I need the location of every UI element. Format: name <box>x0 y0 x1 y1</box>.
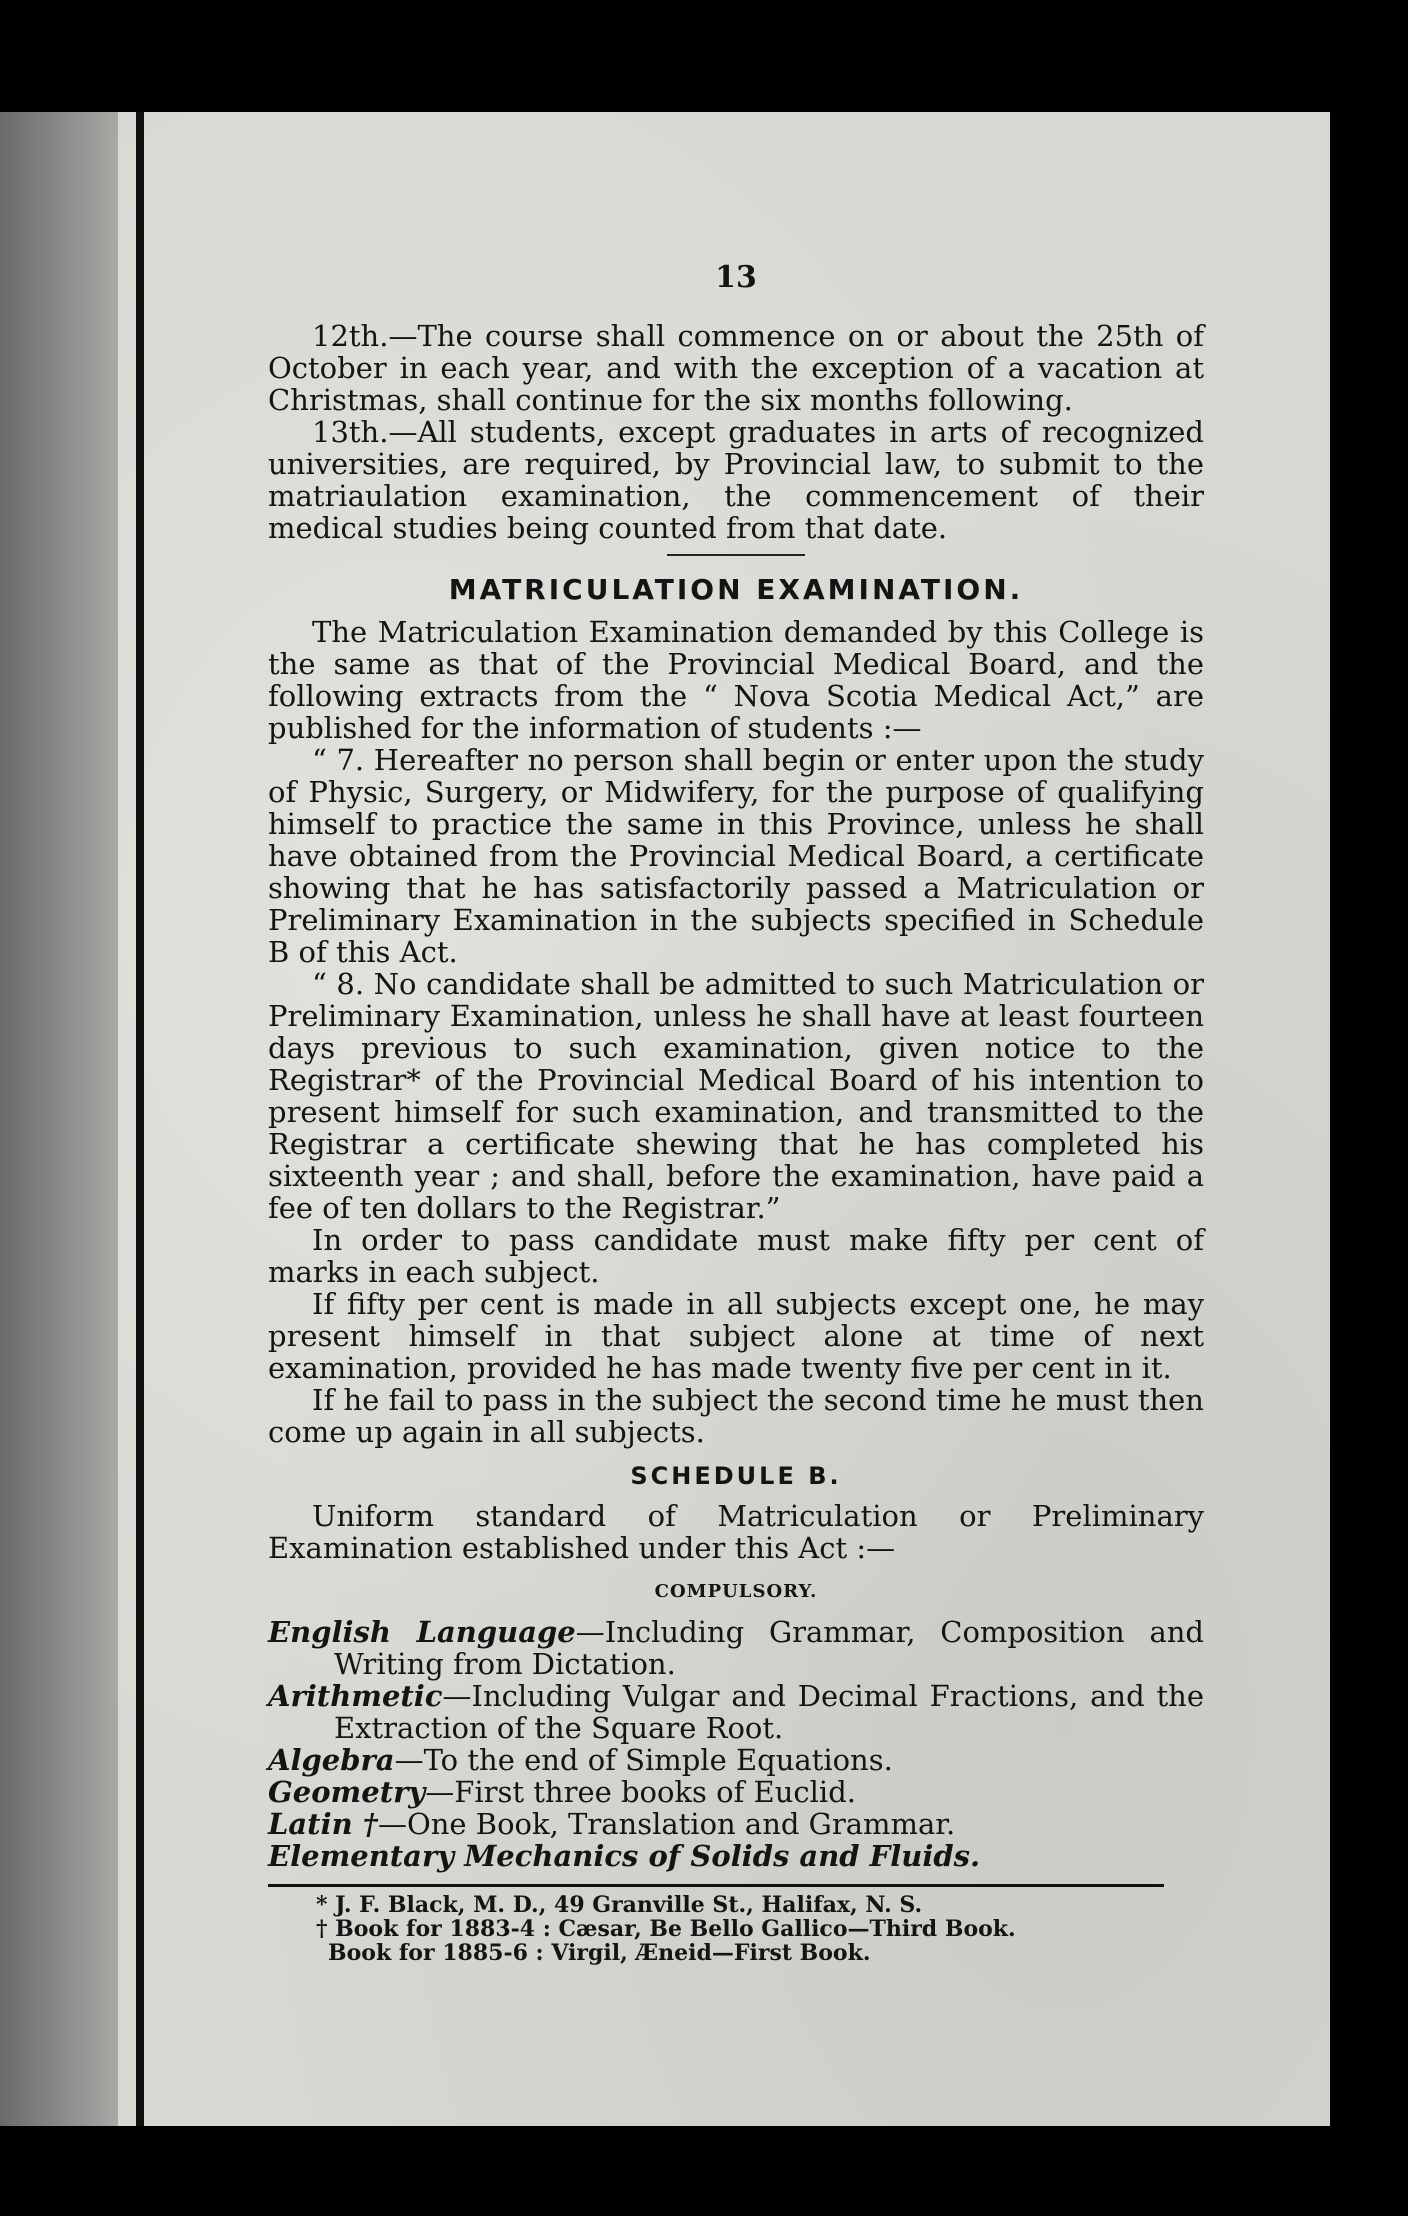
paragraph-fail-rule: If he fail to pass in the subject the second time he must then come up again in all subjects. <box>268 1383 1204 1449</box>
schedule-intro: Uniform standard of Matriculation or Preliminary Examination established under this Act :— <box>268 1499 1204 1565</box>
subject-english <box>268 1616 1204 1680</box>
subject-text: —To the end of Simple Equations. <box>394 1743 893 1777</box>
section-divider <box>667 554 805 556</box>
footnote-registrar: * J. F. Black, M. D., 49 Granville St., Halifax, N. S. <box>316 1892 923 1918</box>
paragraph-fifty-percent: If fifty per cent is made in all subjects except one, he may present himself in that subject alone at time of next examination, provided he has made twenty five per cent in it. <box>268 1287 1204 1385</box>
subject-algebra <box>268 1744 1204 1776</box>
binding-line <box>136 112 144 2126</box>
footnote-divider <box>268 1884 1164 1887</box>
subject-text: —Including Grammar, Composition and Writing from Dictation. <box>334 1615 1204 1681</box>
compulsory-label: COMPULSORY. <box>654 1581 818 1602</box>
paragraph-12th: 12th.—The course shall commence on or about the 25th of October in each year, and with the exception of a vacation at Christmas, shall continue for the six months following. <box>268 319 1204 417</box>
paragraph-pass-rule: In order to pass candidate must make fifty per cent of marks in each subject. <box>268 1223 1204 1289</box>
subject-name: Algebra <box>268 1743 395 1777</box>
subject-geometry <box>268 1776 1204 1808</box>
page-content <box>268 262 1204 1965</box>
subject-arithmetic <box>268 1680 1204 1744</box>
page-number: 13 <box>715 260 757 295</box>
subject-name: Arithmetic <box>268 1679 443 1713</box>
section-heading: MATRICULATION EXAMINATION. <box>448 573 1024 606</box>
subject-name: Geometry <box>268 1775 426 1809</box>
subject-name: Latin † <box>268 1807 378 1841</box>
paragraph-13th: 13th.—All students, except graduates in arts of recognized universities, are required, by Provincial law, to submit to the matriaulation examination, the commencement of their medical studies being counted from that date. <box>268 415 1204 545</box>
subject-mechanics <box>268 1840 1204 1872</box>
footnote-book-1885: Book for 1885-6 : Virgil, Æneid—First Book. <box>328 1940 871 1966</box>
footnotes <box>268 1893 1204 1965</box>
subject-text: —First three books of Euclid. <box>425 1775 856 1809</box>
paragraph-clause-8: “ 8. No candidate shall be admitted to such Matriculation or Preliminary Examination, unless he shall have at least fourteen days previous to such examination, given notice to the Registrar* of the Provincial Medical Board of his intention to present himself for such examination, and transmitted to the Registrar a certificate shewing that he has completed his sixteenth year ; and shall, before the examination, have paid a fee of ten dollars to the Registrar.” <box>268 967 1204 1225</box>
page-edge-shadow <box>0 112 118 2126</box>
schedule-heading: SCHEDULE B. <box>630 1462 842 1490</box>
subject-text: —One Book, Translation and Grammar. <box>377 1807 956 1841</box>
subject-text: —Including Vulgar and Decimal Fractions, and the Extraction of the Square Root. <box>334 1679 1204 1745</box>
subject-name: Elementary Mechanics of Solids and Fluids. <box>268 1839 981 1873</box>
subject-name: English Language <box>268 1615 576 1649</box>
paragraph-intro: The Matriculation Examination demanded by this College is the same as that of the Provincial Medical Board, and the following extracts from the “ Nova Scotia Medical Act,” are published for the information of students :— <box>268 615 1204 745</box>
footnote-book-1883: † Book for 1883-4 : Cæsar, Be Bello Gallico—Third Book. <box>316 1916 1016 1942</box>
paragraph-clause-7: “ 7. Hereafter no person shall begin or enter upon the study of Physic, Surgery, or Midwifery, for the purpose of qualifying himself to practice the same in this Province, unless he shall have obtained from the Provincial Medical Board, a certificate showing that he has satisfactorily passed a Matriculation or Preliminary Examination in the subjects specified in Schedule B of this Act. <box>268 743 1204 969</box>
subject-latin <box>268 1808 1204 1840</box>
